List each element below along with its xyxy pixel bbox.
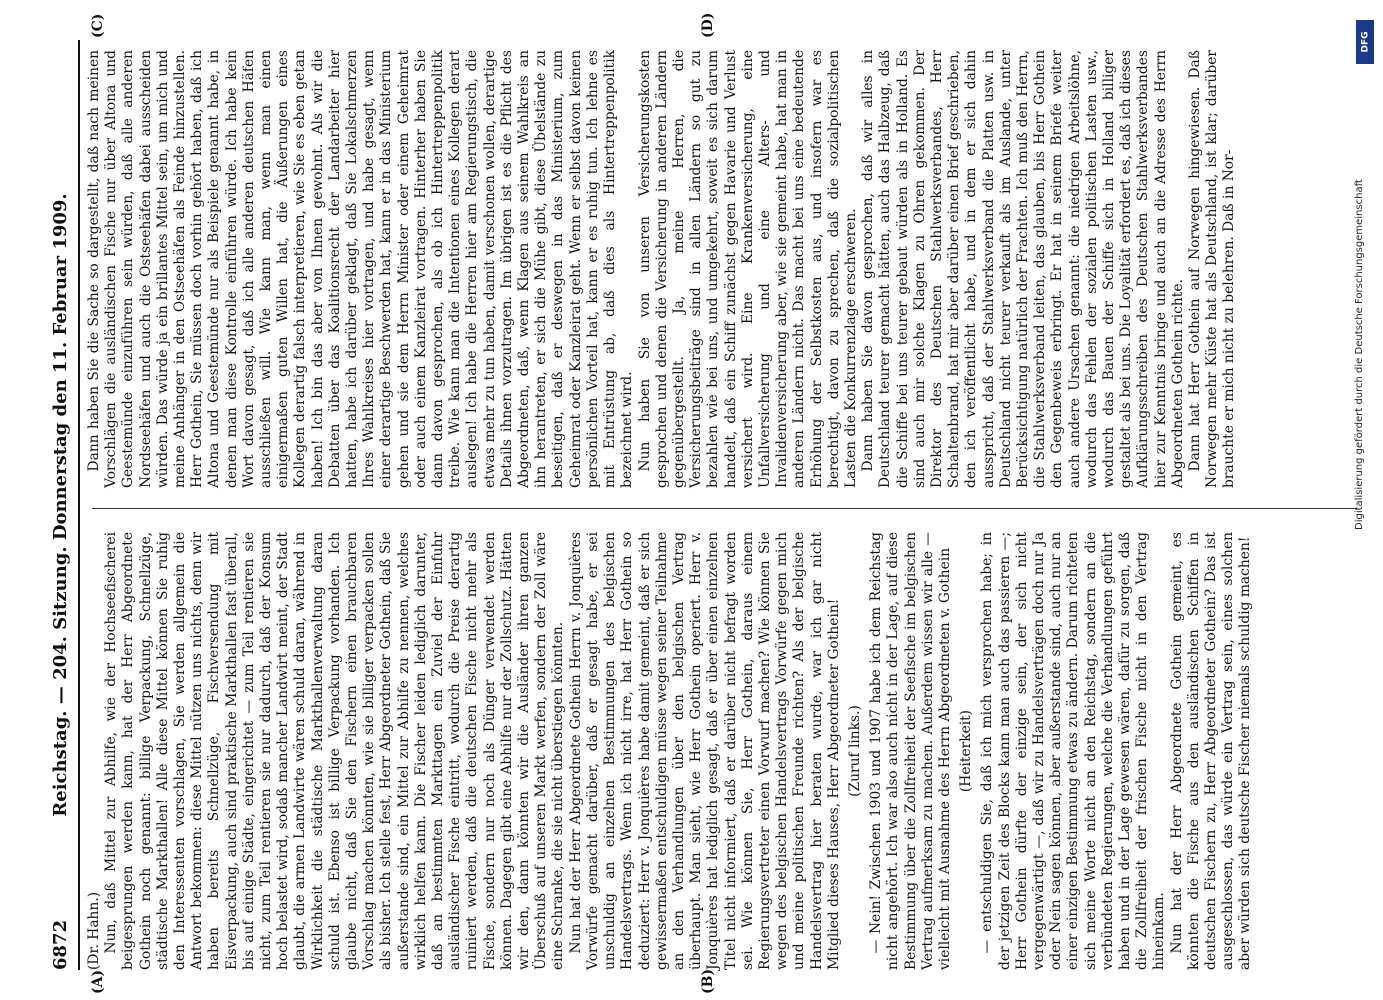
paragraph: — Nein! Zwischen 1903 und 1907 habe ich dem Reichstag nicht angehört. Ich war also auch nicht in der Lage, auf diese Bestimmung über die Zollfreiheit der Seefische im belgischen Vertrag aufmerksam zu machen. Außerdem wissen wir alle — vielleicht mit Ausnahme des Herrn Abgeordneten v. Gothein (868, 532, 953, 970)
column-divider (92, 508, 1357, 509)
paragraph: Dann haben Sie die Sache so dargestellt, daß nach meinen Vorschlägen die ausländischen Fische nur über Altona und Geestemünde einzuführen sein würden, daß alle anderen Nordseehäfen und auch die Ostseehäfen dabei ausscheiden würden. Das würde ja ein brillantes Mittel sein, um mich und meine Anhänger in den Ostseehäfen als Feinde hinzustellen. Herr Gothein, Sie müssen doch vorhin gehört haben, daß ich Altona und Geestemünde nur als Beispiele genannt habe, in denen man diese Kontrolle einführen würde. Ich habe kein Wort davon gesagt, daß ich alle anderen deutschen Häfen ausschließen will. Wie kann man, wenn man einen einigermaßen guten Willen hat, die Äußerungen eines Kollegen derartig falsch interpretieren, wie Sie es eben getan haben! Ich bin das aber von Ihnen gewohnt. Als wir die Debatten über das Koalitionsrecht der Landarbeiter hier hatten, habe ich darüber geklagt, daß Sie Lokalschmerzen Ihres Wahlkreises hier vortragen, und habe gesagt, wenn einer derartige Beschwerden hat, kann er in das Ministerium gehen und sie dem Herrn Minister oder einem Geheimrat oder auch einem Kanzleirat vortragen. Hinterher haben Sie dann davon gesprochen, als ob ich Hintertreppenpolitik treibe. Wie kann man die Intentionen eines Kollegen derart auslegen! Ich habe die Herren hier am Regierungstisch, die etwas mehr zu tun haben, damit verschonen wollen, derartige Details ihnen vorzutragen. Im übrigen ist es die Pflicht des Abgeordneten, daß, wenn Klagen aus seinem Wahlkreis an ihn herantreten, er sich die Mühe gibt, diese Übelstände zu beseitigen, daß er deswegen in das Ministerium, zum Geheimrat oder Kanzleirat geht. Wenn er selbst davon keinen persönlichen Vorteil hat, kann er es ruhig tun. Ich lehne es mit Entrüstung ab, daß dies als Hintertreppenpolitik bezeichnet wird. (86, 50, 636, 488)
margin-marker-c: (C) (90, 13, 106, 38)
interjection: (Heiterkeit) (958, 709, 975, 793)
margin-marker-d: (D) (700, 12, 716, 38)
paragraph: Dann haben Sie davon gesprochen, daß wir alles in Deutschland teurer gemacht hätten, auch das Halbzeug, daß die Schiffe bei uns teurer gebaut würden als in Holland. Es sind auch mir solche Klagen zu Ohren gekommen. Der Direktor des Deutschen Stahlwerksverbandes, Herr Schaltenbrand, hat mir aber darüber einen Brief geschrieben, den ich veröffentlicht habe, und in dem er sich dahin ausspricht, daß der Stahlwerksverband die Platten usw. in Deutschland nicht teurer verkauft als im Auslande, unter Berücksichtigung natürlich der Frachten. Ich muß den Herrn, die Stahlwerksverband leiten, das glauben, bis Herr Gothein den Gegenbeweis erbringt. Er hat in seinem Briefe weiter auch andere Ursachen genannt: die niedrigen Arbeitslöhne, wodurch das Fehlen der sozialen politischen Lasten usw., wodurch das Bauen der Schiffe sich in Holland billiger gestaltet als bei uns. Die Loyalität erfordert es, daß ich dieses Aufklärungsschreiben des Deutschen Stahlwerksverbandes hier zur Kenntnis bringe und auch an die Adresse des Herrn Abgeordneten Gothein richte. (860, 50, 1186, 488)
digitization-credit: Digitalisierung gefördert durch die Deutsche Forschungsgemeinschaft (1354, 179, 1365, 530)
speaker-tag: (Dr. Hahn.) (86, 891, 102, 970)
interjection: (Zuruf links.) (846, 705, 863, 797)
paragraph: Nun haben Sie von unseren Versicherungskosten gesprochen und denen die Versicherung in anderen Ländern gegenübergestellt. Ja, meine Herren, die Versicherungsbeiträge sind in allen Ländern so gut zu bezahlen wie bei uns, und umgekehrt, soweit es sich darum handelt, daß ein Schiff zunächst gegen Havarie und Verlust versichert wird. Eine Krankenversicherung, eine Unfallversicherung und eine Alters- und Invalidenversicherung aber, wie sie gemeint habe, hat man in anderen Ländern nicht. Das macht bei uns eine bedeutende Erhöhung der Selbstkosten aus, und insofern war es berechtigt, davon zu sprechen, daß die sozialpolitischen Lasten die Konkurrenzlage erschweren. (636, 50, 859, 488)
paragraph: Nun hat der Herr Abgeordnete Gothein Herrn v. Jonquières Vorwürfe gemacht darüber, daß er gesagt habe, er sei unschuldig an einzelnen Bestimmungen des belgischen Handelsvertrags. Wenn ich nicht irre, hat Herr Gothein so deduziert: Herr v. Jonquières habe damit gemeint, daß er sich gewissermaßen entschuldigen müsse wegen seiner Teilnahme an den Verhandlungen über den belgischen Vertrag überhaupt. Man sieht, wie Herr Gothein operiert. Herr v. Jonquières hat lediglich gesagt, daß er über einen einzelnen Titel nicht informiert, daß er darüber nicht befragt worden sei. Wie können Sie, Herr Gothein, daraus einem Regierungsvertreter einen Vorwurf machen? Wie können Sie wegen des belgischen Handelsvertrags Vorwürfe gegen mich und meine politischen Freunde richten? Als der belgische Handelsvertrag hier beraten wurde, war ich gar nicht Mitglied dieses Hauses, Herr Abgeordneter Gothein! (567, 532, 842, 970)
page-number: 6872 (50, 919, 71, 970)
digitization-note (1352, 10, 1382, 990)
paragraph: Dann hat Herr Gothein auf Norwegen hingewiesen. Daß Norwegen mehr Küste hat als Deutschland, ist klar; darüber brauchte er mich nicht zu belehren. Daß in Nor- (1187, 50, 1238, 488)
right-column (86, 50, 1356, 488)
header-rule (78, 40, 80, 970)
left-column (86, 532, 1356, 970)
paragraph: Nun, daß Mittel zur Abhilfe, wie der Hochseefischerei beigesprungen werden kann, hat der Herr Abgeordnete Gothein noch genannt: billige Verpackung, Schnellzüge, städtische Markthallen! Alle diese Mittel können Sie ruhig den Interessenten vorschlagen, Sie werden allgemein die Antwort bekommen: diese Mittel nützen uns nichts, denn wir haben bereits Schnellzüge, Fischversendung mit Eisverpackung, auch sind praktische Markthallen fast überall, bis auf einige Städte, eingerichtet — zum Teil rentieren sie nicht, zum Teil rentieren sie nur dadurch, daß der Konsum hoch belastet wird, sodaß mancher Landwirt meint, der Stadt glaubt, die armen Landwirte wären schuld daran, während in Wirklichkeit die städtische Markthallenverwaltung daran schuld ist. Ebenso ist billige Verpackung vorhanden. Ich glaube nicht, daß Sie den Fischern einen brauchbaren Vorschlag machen könnten, wie sie billiger verpacken sollen als bisher. Ich stelle fest, Herr Abgeordneter Gothein, daß Sie außerstande sind, ein Mittel zur Abhilfe zu nennen, welches wirklich helfen kann. Die Fischer leiden lediglich darunter, daß an bestimmten Markttagen ein Zuviel der Einfuhr ausländischer Fische eintritt, wodurch die Preise derartig ruiniert werden, daß die deutschen Fische nicht mehr als Fische, sondern nur noch als Dünger verwendet werden können. Dagegen gibt eine Abhilfe nur der Zollschutz. Hätten wir den, dann könnten wir die Ausländer ihren ganzen Überschuß auf unseren Markt werfen, sondern der Zoll wäre eine Schranke, die sie nicht überstiegen könnten. (103, 532, 567, 970)
paragraph: — entschuldigen Sie, daß ich mich versprochen habe; in der jetzigen Zeit des Blocks kann man auch das passieren —; Herr Gothein dürfte der einzige sein, der sich nicht vergegenwärtigt —, daß wir zu Handelsverträgen doch nur Ja oder Nein sagen können, aber außerstande sind, auch nur an einer einzigen Bestimmung etwas zu ändern. Darum richteten sich meine Worte nicht an den Reichstag, sondern an die verbündeten Regierungen, welche die Verhandlungen geführt haben und in der Lage gewesen wären, dafür zu sorgen, daß die Zollfreiheit der frischen Fische nicht in den Vertrag hineinkam. (979, 532, 1168, 970)
dfg-logo: DFG (1356, 20, 1374, 64)
margin-marker-a: (A) (90, 969, 106, 994)
margin-marker-b: (B) (700, 968, 716, 994)
paragraph: Nun hat der Herr Abgeordnete Gothein gemeint, es könnten die Fische aus den ausländischen Schiffen in deutschen Fischern zu, Herr Abgeordneter Gothein? Das ist ausgeschlossen, das würde ein Vertrag sein, eines solchen aber würden sich deutsche Fischer niemals schuldig machen! (1168, 532, 1254, 970)
page-title: Reichstag. — 204. Sitzung. Donnerstag den 11. Februar 1909. (50, 193, 71, 817)
page-header (50, 40, 76, 970)
